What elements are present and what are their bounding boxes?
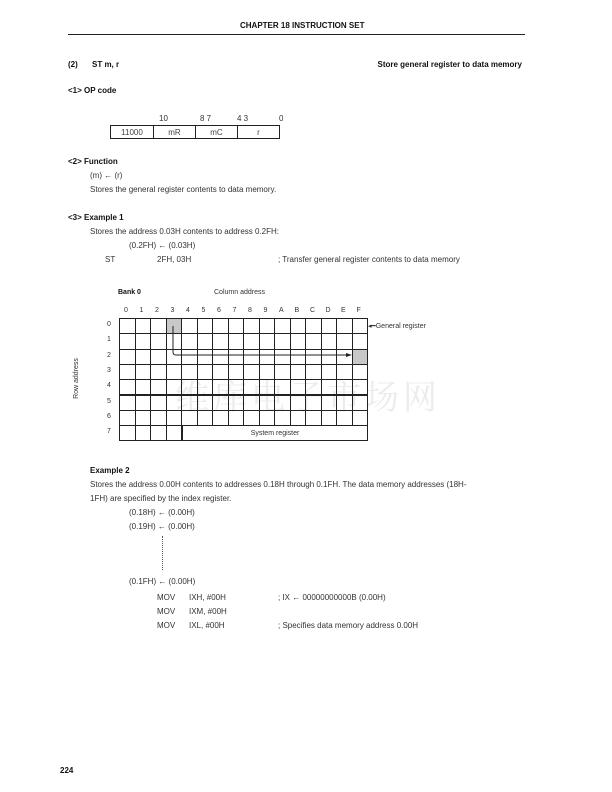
column-label: 3 [170, 307, 175, 314]
bit-label: 0 [279, 114, 284, 123]
column-label: 9 [263, 307, 268, 314]
row-label: 5 [107, 397, 111, 405]
column-label: C [310, 307, 316, 314]
column-label: E [341, 307, 346, 314]
code-operand: IXM, #00H [189, 607, 227, 616]
transfer-arrow-line [173, 326, 348, 355]
code-operand: 2FH, 03H [157, 255, 192, 264]
function-text: Stores the general register contents to data memory. [90, 185, 277, 194]
opcode-field: r [238, 126, 280, 139]
row-label: 6 [107, 412, 111, 420]
column-label: 5 [201, 307, 206, 314]
column-label: 7 [232, 307, 237, 314]
code-op: MOV [157, 593, 176, 602]
row-label: 4 [107, 382, 111, 390]
general-register-label: General register [375, 323, 426, 330]
section-description: Store general register to data memory [377, 60, 522, 69]
opcode-heading: <1> OP code [68, 86, 117, 95]
bit-label: 4 3 [237, 114, 249, 123]
column-label: F [356, 307, 361, 314]
bit-label: 8 7 [200, 114, 212, 123]
example1-formula: (0.2FH) ← (0.03H) [129, 241, 196, 250]
column-label: 2 [155, 307, 159, 314]
page-number: 224 [60, 766, 74, 775]
section-number: (2) [68, 60, 78, 69]
code-comment: ; IX ← 00000000000B (0.00H) [278, 593, 386, 602]
column-title: Column address [214, 289, 265, 296]
code-op: MOV [157, 621, 176, 630]
code-operand: IXL, #00H [189, 621, 225, 630]
opcode-field: mR [154, 126, 196, 139]
example2-text: 1FH) are specified by the index register. [90, 494, 232, 503]
system-register-label: System register [250, 430, 300, 438]
code-op: MOV [157, 607, 176, 616]
row-label: 7 [107, 428, 111, 436]
code-comment: ; Specifies data memory address 0.00H [278, 621, 419, 630]
watermark: 维库电子市场网 [175, 378, 441, 418]
column-label: 0 [124, 307, 128, 314]
row-label: 1 [107, 336, 111, 344]
code-operand: IXH, #00H [189, 593, 226, 602]
function-formula: (m) ← (r) [90, 171, 123, 180]
row-title: Row address [72, 358, 80, 399]
row-label: 0 [107, 321, 111, 328]
arrowhead-icon [346, 353, 352, 357]
example2-text: Stores the address 0.00H contents to addresses 0.18H through 0.1FH. The data memory addresses (18H- [90, 480, 467, 489]
column-label: B [294, 307, 300, 314]
code-op: ST [105, 255, 116, 264]
row-label: 3 [107, 366, 111, 374]
column-label: A [279, 307, 284, 314]
chapter-header: CHAPTER 18 INSTRUCTION SET [240, 21, 365, 30]
example2-formula: (0.1FH) ← (0.00H) [129, 577, 196, 586]
row-label: 2 [107, 351, 111, 359]
ellipsis-dots [162, 536, 163, 570]
column-label: 6 [217, 307, 221, 314]
column-label: 4 [186, 307, 190, 314]
opcode-field: 11000 [111, 126, 154, 139]
bit-label: 10 [159, 114, 168, 123]
example2-formula: (0.18H) ← (0.00H) [129, 508, 195, 517]
column-label: 1 [139, 307, 144, 314]
column-label: 8 [248, 307, 252, 314]
example2-formula: (0.19H) ← (0.00H) [129, 522, 195, 531]
example1-text: Stores the address 0.03H contents to address 0.2FH: [90, 227, 279, 236]
code-comment: ; Transfer general register contents to data memory [278, 255, 460, 264]
bank-label: Bank 0 [118, 289, 141, 296]
section-mnemonic: ST m, r [92, 60, 120, 69]
function-heading: <2> Function [68, 157, 118, 166]
example1-heading: <3> Example 1 [68, 213, 124, 222]
arrow-left-icon: ◂━ [368, 323, 376, 330]
column-label: D [325, 307, 331, 314]
opcode-field: mC [196, 126, 238, 139]
example2-heading: Example 2 [90, 466, 130, 475]
